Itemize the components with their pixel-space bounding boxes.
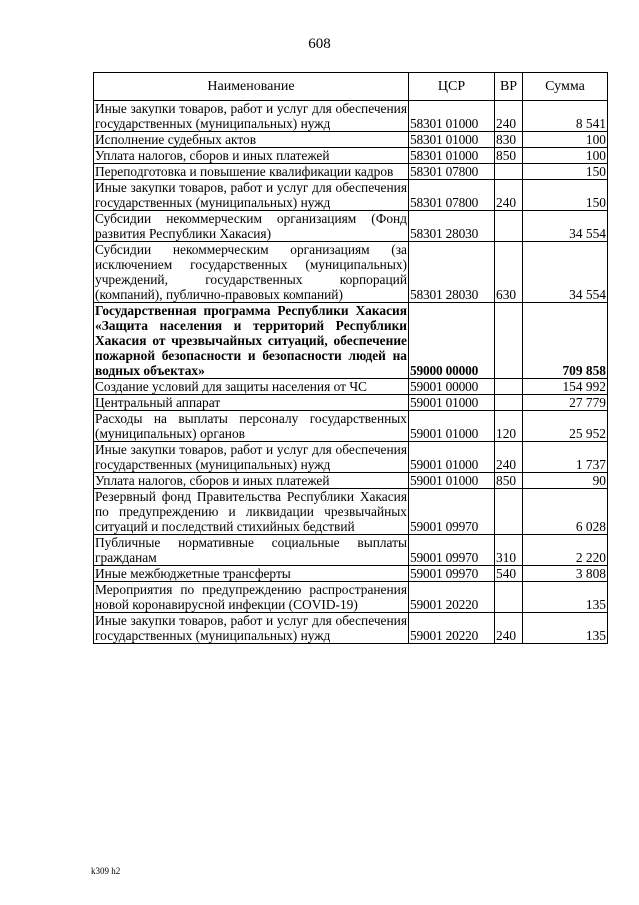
table-row (94, 164, 608, 180)
table-row (94, 148, 608, 164)
cell-csr: 59001 09970 (409, 489, 495, 535)
cell-sum: 135 (523, 613, 608, 644)
table-row (94, 566, 608, 582)
cell-sum: 34 554 (523, 211, 608, 242)
cell-sum: 25 952 (523, 411, 608, 442)
cell-vr (495, 379, 523, 395)
table-body (94, 101, 608, 644)
cell-csr: 58301 01000 (409, 101, 495, 132)
cell-csr: 59001 09970 (409, 566, 495, 582)
cell-csr: 58301 01000 (409, 132, 495, 148)
table-row (94, 211, 608, 242)
cell-vr (495, 489, 523, 535)
cell-vr: 240 (495, 180, 523, 211)
table-row (94, 489, 608, 535)
cell-vr: 240 (495, 442, 523, 473)
table-row (94, 132, 608, 148)
cell-csr: 59001 01000 (409, 442, 495, 473)
header-name: Наименование (94, 73, 409, 101)
cell-csr: 58301 28030 (409, 242, 495, 303)
cell-sum: 1 737 (523, 442, 608, 473)
cell-name: Уплата налогов, сборов и иных платежей (94, 473, 409, 489)
cell-sum: 100 (523, 132, 608, 148)
cell-sum: 27 779 (523, 395, 608, 411)
cell-sum: 150 (523, 180, 608, 211)
cell-vr (495, 582, 523, 613)
cell-vr: 830 (495, 132, 523, 148)
footer-code: k309 h2 (91, 866, 121, 876)
table-row (94, 613, 608, 644)
cell-name: Мероприятия по предупреждению распространения новой коронавирусной инфекции (COVID-19) (95, 582, 407, 612)
cell-vr: 310 (495, 535, 523, 566)
cell-csr: 59000 00000 (409, 303, 495, 379)
cell-name: Исполнение судебных актов (94, 132, 409, 148)
cell-sum: 34 554 (523, 242, 608, 303)
cell-name: Публичные нормативные социальные выплаты гражданам (95, 535, 407, 565)
cell-name: Расходы на выплаты персоналу государственных (муниципальных) органов (95, 411, 407, 441)
page-number: 608 (308, 36, 331, 52)
table-row (94, 395, 608, 411)
cell-csr: 59001 09970 (409, 535, 495, 566)
header-csr: ЦСР (409, 73, 495, 101)
cell-vr (495, 395, 523, 411)
table-row (94, 411, 608, 442)
table-row (94, 303, 608, 379)
cell-sum: 150 (523, 164, 608, 180)
table-row (94, 379, 608, 395)
table-row (94, 535, 608, 566)
cell-vr: 240 (495, 613, 523, 644)
cell-csr: 58301 07800 (409, 164, 495, 180)
cell-name: Иные закупки товаров, работ и услуг для обеспечения государственных (муниципальных) нужд (95, 442, 407, 472)
cell-sum: 90 (523, 473, 608, 489)
cell-vr (495, 211, 523, 242)
cell-name: Государственная программа Республики Хакасия «Защита населения и территорий Республики Хакасия от чрезвычайных ситуаций, обеспечение пожарной безопасности и безопасности людей на водных объектах» (95, 303, 407, 378)
table-row (94, 242, 608, 303)
cell-vr: 630 (495, 242, 523, 303)
header-sum: Сумма (523, 73, 608, 101)
cell-name: Создание условий для защиты населения от ЧС (94, 379, 409, 395)
cell-vr: 850 (495, 148, 523, 164)
cell-vr: 240 (495, 101, 523, 132)
table-row (94, 442, 608, 473)
cell-csr: 59001 20220 (409, 582, 495, 613)
cell-sum: 8 541 (523, 101, 608, 132)
cell-name: Иные межбюджетные трансферты (94, 566, 409, 582)
cell-vr (495, 164, 523, 180)
cell-csr: 59001 01000 (409, 395, 495, 411)
table-row (94, 180, 608, 211)
cell-name: Субсидии некоммерческим организациям (за исключением государственных (муниципальных) учреждений, государственных корпораций (компаний), публично-правовых компаний) (95, 242, 407, 302)
cell-name: Уплата налогов, сборов и иных платежей (94, 148, 409, 164)
cell-sum: 6 028 (523, 489, 608, 535)
table-header-row (94, 73, 608, 101)
cell-sum: 100 (523, 148, 608, 164)
budget-table (93, 72, 608, 644)
cell-csr: 58301 28030 (409, 211, 495, 242)
header-vr: ВР (495, 73, 523, 101)
cell-csr: 59001 01000 (409, 411, 495, 442)
cell-sum: 154 992 (523, 379, 608, 395)
cell-name: Резервный фонд Правительства Республики Хакасия по предупреждению и ликвидации чрезвычайных ситуаций и последствий стихийных бедствий (95, 489, 407, 534)
cell-name: Центральный аппарат (94, 395, 409, 411)
cell-csr: 58301 07800 (409, 180, 495, 211)
cell-vr (495, 303, 523, 379)
cell-csr: 59001 20220 (409, 613, 495, 644)
cell-name: Иные закупки товаров, работ и услуг для обеспечения государственных (муниципальных) нужд (95, 101, 407, 131)
cell-sum: 2 220 (523, 535, 608, 566)
cell-sum: 709 858 (523, 303, 608, 379)
cell-name: Иные закупки товаров, работ и услуг для обеспечения государственных (муниципальных) нужд (95, 613, 407, 643)
cell-vr: 850 (495, 473, 523, 489)
cell-vr: 120 (495, 411, 523, 442)
cell-vr: 540 (495, 566, 523, 582)
cell-name: Иные закупки товаров, работ и услуг для обеспечения государственных (муниципальных) нужд (95, 180, 407, 210)
table-row (94, 101, 608, 132)
cell-name: Переподготовка и повышение квалификации кадров (94, 164, 409, 180)
cell-csr: 59001 01000 (409, 473, 495, 489)
cell-name: Субсидии некоммерческим организациям (Фонд развития Республики Хакасия) (95, 211, 407, 241)
table-row (94, 582, 608, 613)
table-row (94, 473, 608, 489)
cell-sum: 135 (523, 582, 608, 613)
cell-sum: 3 808 (523, 566, 608, 582)
cell-csr: 59001 00000 (409, 379, 495, 395)
cell-csr: 58301 01000 (409, 148, 495, 164)
